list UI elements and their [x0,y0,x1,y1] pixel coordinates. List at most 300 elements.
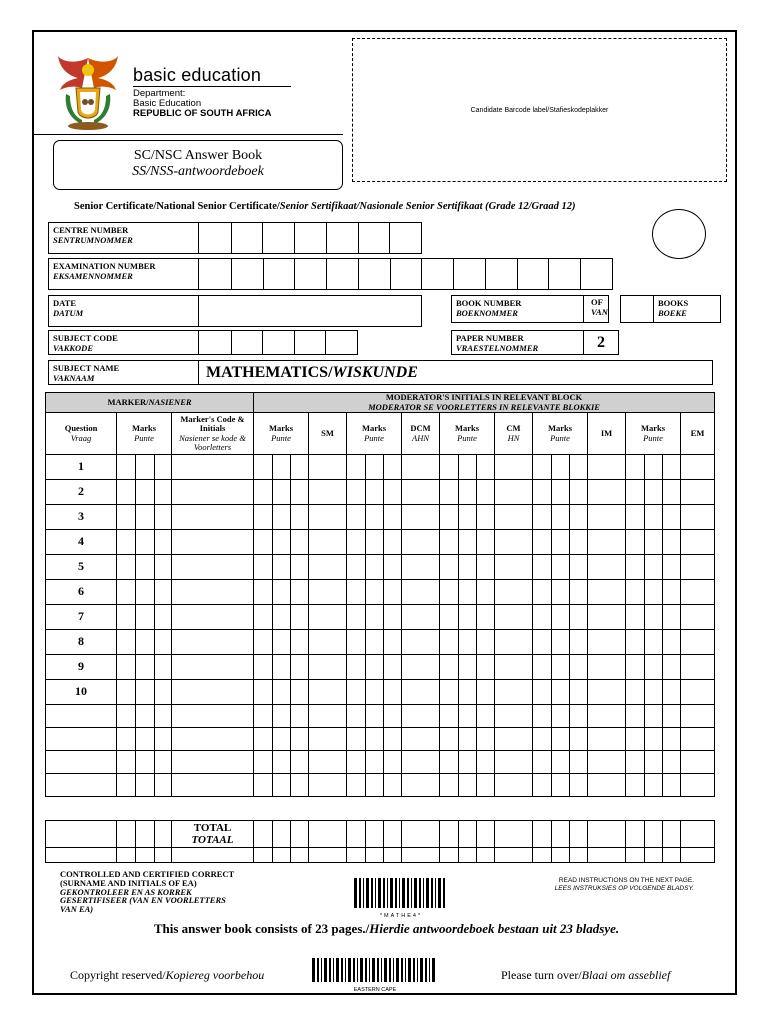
mark-cell[interactable] [588,505,626,530]
mark-cell[interactable] [588,580,626,605]
mark-cell[interactable] [136,530,155,555]
mark-cell[interactable] [440,505,459,530]
mark-cell[interactable] [645,728,663,751]
mark-cell[interactable] [136,555,155,580]
mark-cell[interactable] [495,751,533,774]
mark-cell[interactable] [588,728,626,751]
mark-cell[interactable] [273,505,291,530]
mark-cell[interactable] [384,505,402,530]
mark-cell[interactable] [273,580,291,605]
mark-cell[interactable] [570,728,588,751]
mark-cell[interactable] [254,680,273,705]
mark-cell[interactable] [172,655,254,680]
mark-cell[interactable] [570,555,588,580]
mark-cell[interactable] [533,630,552,655]
mark-cell[interactable] [117,630,136,655]
mark-cell[interactable] [155,480,172,505]
total-cell[interactable] [309,848,347,863]
mark-cell[interactable] [347,630,366,655]
mark-cell[interactable] [570,655,588,680]
mark-cell[interactable] [402,480,440,505]
mark-cell[interactable] [552,555,570,580]
total-cell[interactable] [533,848,552,863]
mark-cell[interactable] [552,655,570,680]
mark-cell[interactable] [291,605,309,630]
mark-cell[interactable] [291,530,309,555]
mark-cell[interactable] [309,680,347,705]
mark-cell[interactable] [552,751,570,774]
mark-cell[interactable] [477,480,495,505]
mark-cell[interactable] [309,480,347,505]
mark-cell[interactable] [155,680,172,705]
mark-cell[interactable] [136,774,155,797]
total-cell[interactable] [402,821,440,848]
candidate-barcode-area[interactable] [352,38,727,182]
mark-cell[interactable] [366,505,384,530]
mark-cell[interactable] [402,530,440,555]
mark-cell[interactable] [681,505,715,530]
mark-cell[interactable] [681,705,715,728]
mark-cell[interactable] [626,480,645,505]
mark-cell[interactable] [681,580,715,605]
mark-cell[interactable] [117,680,136,705]
mark-cell[interactable] [533,655,552,680]
mark-cell[interactable] [588,751,626,774]
mark-cell[interactable] [309,774,347,797]
mark-cell[interactable] [663,555,681,580]
mark-cell[interactable] [273,751,291,774]
mark-cell[interactable] [384,680,402,705]
mark-cell[interactable] [172,580,254,605]
mark-cell[interactable] [626,580,645,605]
mark-cell[interactable] [570,580,588,605]
total-cell[interactable] [440,848,459,863]
exam-number-cells[interactable] [198,258,613,290]
mark-cell[interactable] [291,480,309,505]
mark-cell[interactable] [136,580,155,605]
mark-cell[interactable] [495,705,533,728]
mark-cell[interactable] [136,505,155,530]
mark-cell[interactable] [347,680,366,705]
mark-cell[interactable] [459,774,477,797]
mark-cell[interactable] [309,655,347,680]
mark-cell[interactable] [402,774,440,797]
mark-cell[interactable] [136,630,155,655]
mark-cell[interactable] [366,530,384,555]
mark-cell[interactable] [440,605,459,630]
mark-cell[interactable] [681,555,715,580]
total-cell[interactable] [273,848,291,863]
mark-cell[interactable] [402,728,440,751]
mark-cell[interactable] [366,580,384,605]
total-cell[interactable] [459,821,477,848]
mark-cell[interactable] [459,655,477,680]
mark-cell[interactable] [366,705,384,728]
mark-cell[interactable] [291,555,309,580]
mark-cell[interactable] [626,751,645,774]
mark-cell[interactable] [347,605,366,630]
mark-cell[interactable] [172,455,254,480]
mark-cell[interactable] [459,530,477,555]
mark-cell[interactable] [477,774,495,797]
mark-cell[interactable] [626,555,645,580]
mark-cell[interactable] [570,530,588,555]
mark-cell[interactable] [273,480,291,505]
mark-cell[interactable] [459,455,477,480]
mark-cell[interactable] [645,751,663,774]
mark-cell[interactable] [291,655,309,680]
mark-cell[interactable] [273,630,291,655]
mark-cell[interactable] [495,480,533,505]
total-cell[interactable] [402,848,440,863]
mark-cell[interactable] [384,728,402,751]
mark-cell[interactable] [459,728,477,751]
mark-cell[interactable] [366,455,384,480]
mark-cell[interactable] [309,505,347,530]
mark-cell[interactable] [477,630,495,655]
mark-cell[interactable] [155,728,172,751]
mark-cell[interactable] [366,605,384,630]
mark-cell[interactable] [254,630,273,655]
mark-cell[interactable] [663,505,681,530]
mark-cell[interactable] [347,455,366,480]
mark-cell[interactable] [570,774,588,797]
mark-cell[interactable] [645,705,663,728]
total-cell[interactable] [552,848,570,863]
mark-cell[interactable] [588,655,626,680]
mark-cell[interactable] [384,605,402,630]
mark-cell[interactable] [136,605,155,630]
mark-cell[interactable] [172,751,254,774]
mark-cell[interactable] [681,774,715,797]
mark-cell[interactable] [309,728,347,751]
mark-cell[interactable] [440,728,459,751]
mark-cell[interactable] [309,705,347,728]
mark-cell[interactable] [459,580,477,605]
mark-cell[interactable] [459,605,477,630]
mark-cell[interactable] [552,480,570,505]
mark-cell[interactable] [402,555,440,580]
books-total-field[interactable] [620,295,654,323]
mark-cell[interactable] [495,728,533,751]
total-cell[interactable] [495,821,533,848]
total-cell[interactable] [477,848,495,863]
mark-cell[interactable] [533,774,552,797]
mark-cell[interactable] [366,680,384,705]
mark-cell[interactable] [626,728,645,751]
mark-cell[interactable] [626,630,645,655]
mark-cell[interactable] [495,505,533,530]
mark-cell[interactable] [663,680,681,705]
mark-cell[interactable] [291,505,309,530]
mark-cell[interactable] [172,774,254,797]
mark-cell[interactable] [663,480,681,505]
mark-cell[interactable] [440,455,459,480]
total-cell[interactable] [626,848,645,863]
mark-cell[interactable] [533,530,552,555]
mark-cell[interactable] [626,655,645,680]
mark-cell[interactable] [117,728,136,751]
mark-cell[interactable] [136,705,155,728]
mark-cell[interactable] [347,505,366,530]
mark-cell[interactable] [626,774,645,797]
mark-cell[interactable] [402,455,440,480]
mark-cell[interactable] [117,580,136,605]
mark-cell[interactable] [626,680,645,705]
mark-cell[interactable] [291,680,309,705]
mark-cell[interactable] [588,530,626,555]
total-cell[interactable] [309,821,347,848]
mark-cell[interactable] [495,530,533,555]
mark-cell[interactable] [681,530,715,555]
mark-cell[interactable] [172,555,254,580]
mark-cell[interactable] [663,751,681,774]
mark-cell[interactable] [117,480,136,505]
mark-cell[interactable] [402,605,440,630]
mark-cell[interactable] [172,680,254,705]
mark-cell[interactable] [533,555,552,580]
mark-cell[interactable] [645,774,663,797]
mark-cell[interactable] [533,751,552,774]
mark-cell[interactable] [552,505,570,530]
circle-box[interactable] [652,209,706,259]
mark-cell[interactable] [552,605,570,630]
mark-cell[interactable] [273,655,291,680]
mark-cell[interactable] [402,655,440,680]
mark-cell[interactable] [384,580,402,605]
mark-cell[interactable] [136,751,155,774]
mark-cell[interactable] [136,728,155,751]
mark-cell[interactable] [347,655,366,680]
mark-cell[interactable] [136,655,155,680]
mark-cell[interactable] [384,705,402,728]
mark-cell[interactable] [570,705,588,728]
mark-cell[interactable] [384,455,402,480]
total-cell[interactable] [366,848,384,863]
mark-cell[interactable] [254,530,273,555]
total-cell[interactable] [440,821,459,848]
mark-cell[interactable] [291,455,309,480]
mark-cell[interactable] [254,774,273,797]
total-cell[interactable] [117,821,136,848]
mark-cell[interactable] [291,580,309,605]
mark-cell[interactable] [347,555,366,580]
mark-cell[interactable] [172,630,254,655]
total-cell[interactable] [136,821,155,848]
total-cell[interactable] [136,848,155,863]
mark-cell[interactable] [681,605,715,630]
total-cell[interactable] [570,848,588,863]
mark-cell[interactable] [533,605,552,630]
mark-cell[interactable] [645,480,663,505]
mark-cell[interactable] [155,630,172,655]
mark-cell[interactable] [155,774,172,797]
mark-cell[interactable] [136,455,155,480]
mark-cell[interactable] [552,630,570,655]
mark-cell[interactable] [645,505,663,530]
mark-cell[interactable] [309,751,347,774]
mark-cell[interactable] [366,751,384,774]
mark-cell[interactable] [459,680,477,705]
mark-cell[interactable] [172,505,254,530]
mark-cell[interactable] [254,605,273,630]
mark-cell[interactable] [384,774,402,797]
mark-cell[interactable] [495,580,533,605]
total-cell[interactable] [155,848,172,863]
mark-cell[interactable] [663,530,681,555]
mark-cell[interactable] [440,680,459,705]
mark-cell[interactable] [366,728,384,751]
total-cell[interactable] [254,821,273,848]
total-cell[interactable] [384,848,402,863]
mark-cell[interactable] [117,505,136,530]
mark-cell[interactable] [459,505,477,530]
mark-cell[interactable] [477,605,495,630]
mark-cell[interactable] [155,455,172,480]
mark-cell[interactable] [588,455,626,480]
total-cell[interactable] [626,821,645,848]
mark-cell[interactable] [273,705,291,728]
mark-cell[interactable] [645,555,663,580]
mark-cell[interactable] [384,480,402,505]
mark-cell[interactable] [495,605,533,630]
mark-cell[interactable] [117,774,136,797]
mark-cell[interactable] [477,530,495,555]
mark-cell[interactable] [155,580,172,605]
mark-cell[interactable] [291,630,309,655]
mark-cell[interactable] [570,605,588,630]
mark-cell[interactable] [155,655,172,680]
total-cell[interactable] [117,848,136,863]
mark-cell[interactable] [347,705,366,728]
mark-cell[interactable] [533,705,552,728]
mark-cell[interactable] [495,655,533,680]
mark-cell[interactable] [663,655,681,680]
mark-cell[interactable] [347,480,366,505]
mark-cell[interactable] [117,455,136,480]
mark-cell[interactable] [552,455,570,480]
mark-cell[interactable] [117,705,136,728]
mark-cell[interactable] [495,680,533,705]
mark-cell[interactable] [495,455,533,480]
mark-cell[interactable] [626,605,645,630]
mark-cell[interactable] [588,630,626,655]
mark-cell[interactable] [440,580,459,605]
mark-cell[interactable] [440,751,459,774]
mark-cell[interactable] [402,751,440,774]
mark-cell[interactable] [645,605,663,630]
mark-cell[interactable] [645,530,663,555]
mark-cell[interactable] [533,505,552,530]
mark-cell[interactable] [588,705,626,728]
total-cell[interactable] [366,821,384,848]
total-cell[interactable] [477,821,495,848]
mark-cell[interactable] [663,774,681,797]
mark-cell[interactable] [477,655,495,680]
total-cell[interactable] [347,848,366,863]
mark-cell[interactable] [254,751,273,774]
mark-cell[interactable] [309,630,347,655]
mark-cell[interactable] [254,580,273,605]
mark-cell[interactable] [681,630,715,655]
mark-cell[interactable] [588,680,626,705]
mark-cell[interactable] [366,555,384,580]
mark-cell[interactable] [254,505,273,530]
total-cell[interactable] [663,821,681,848]
mark-cell[interactable] [626,705,645,728]
mark-cell[interactable] [552,728,570,751]
mark-cell[interactable] [117,751,136,774]
mark-cell[interactable] [533,480,552,505]
mark-cell[interactable] [273,530,291,555]
mark-cell[interactable] [155,705,172,728]
date-field[interactable] [198,295,422,327]
mark-cell[interactable] [172,605,254,630]
mark-cell[interactable] [645,580,663,605]
mark-cell[interactable] [402,705,440,728]
mark-cell[interactable] [552,530,570,555]
mark-cell[interactable] [459,555,477,580]
centre-number-cells[interactable] [198,222,422,254]
mark-cell[interactable] [254,728,273,751]
total-cell[interactable] [291,821,309,848]
mark-cell[interactable] [588,555,626,580]
mark-cell[interactable] [533,455,552,480]
mark-cell[interactable] [440,530,459,555]
mark-cell[interactable] [172,530,254,555]
total-cell[interactable] [570,821,588,848]
subject-name-field[interactable] [198,360,713,385]
mark-cell[interactable] [440,655,459,680]
mark-cell[interactable] [309,455,347,480]
mark-cell[interactable] [570,630,588,655]
mark-cell[interactable] [681,655,715,680]
subject-code-cells[interactable] [198,330,358,355]
mark-cell[interactable] [626,455,645,480]
mark-cell[interactable] [626,505,645,530]
mark-cell[interactable] [155,555,172,580]
mark-cell[interactable] [291,705,309,728]
mark-cell[interactable] [172,480,254,505]
mark-cell[interactable] [645,680,663,705]
mark-cell[interactable] [347,751,366,774]
mark-cell[interactable] [384,530,402,555]
mark-cell[interactable] [495,555,533,580]
mark-cell[interactable] [402,680,440,705]
total-cell[interactable] [155,821,172,848]
mark-cell[interactable] [117,555,136,580]
mark-cell[interactable] [663,605,681,630]
mark-cell[interactable] [440,705,459,728]
total-cell[interactable] [645,848,663,863]
mark-cell[interactable] [440,480,459,505]
mark-cell[interactable] [273,728,291,751]
mark-cell[interactable] [291,728,309,751]
mark-cell[interactable] [440,774,459,797]
mark-cell[interactable] [440,630,459,655]
mark-cell[interactable] [254,555,273,580]
mark-cell[interactable] [459,705,477,728]
mark-cell[interactable] [681,728,715,751]
mark-cell[interactable] [117,605,136,630]
mark-cell[interactable] [273,680,291,705]
mark-cell[interactable] [309,580,347,605]
mark-cell[interactable] [117,530,136,555]
mark-cell[interactable] [681,751,715,774]
mark-cell[interactable] [477,705,495,728]
mark-cell[interactable] [495,774,533,797]
mark-cell[interactable] [570,480,588,505]
